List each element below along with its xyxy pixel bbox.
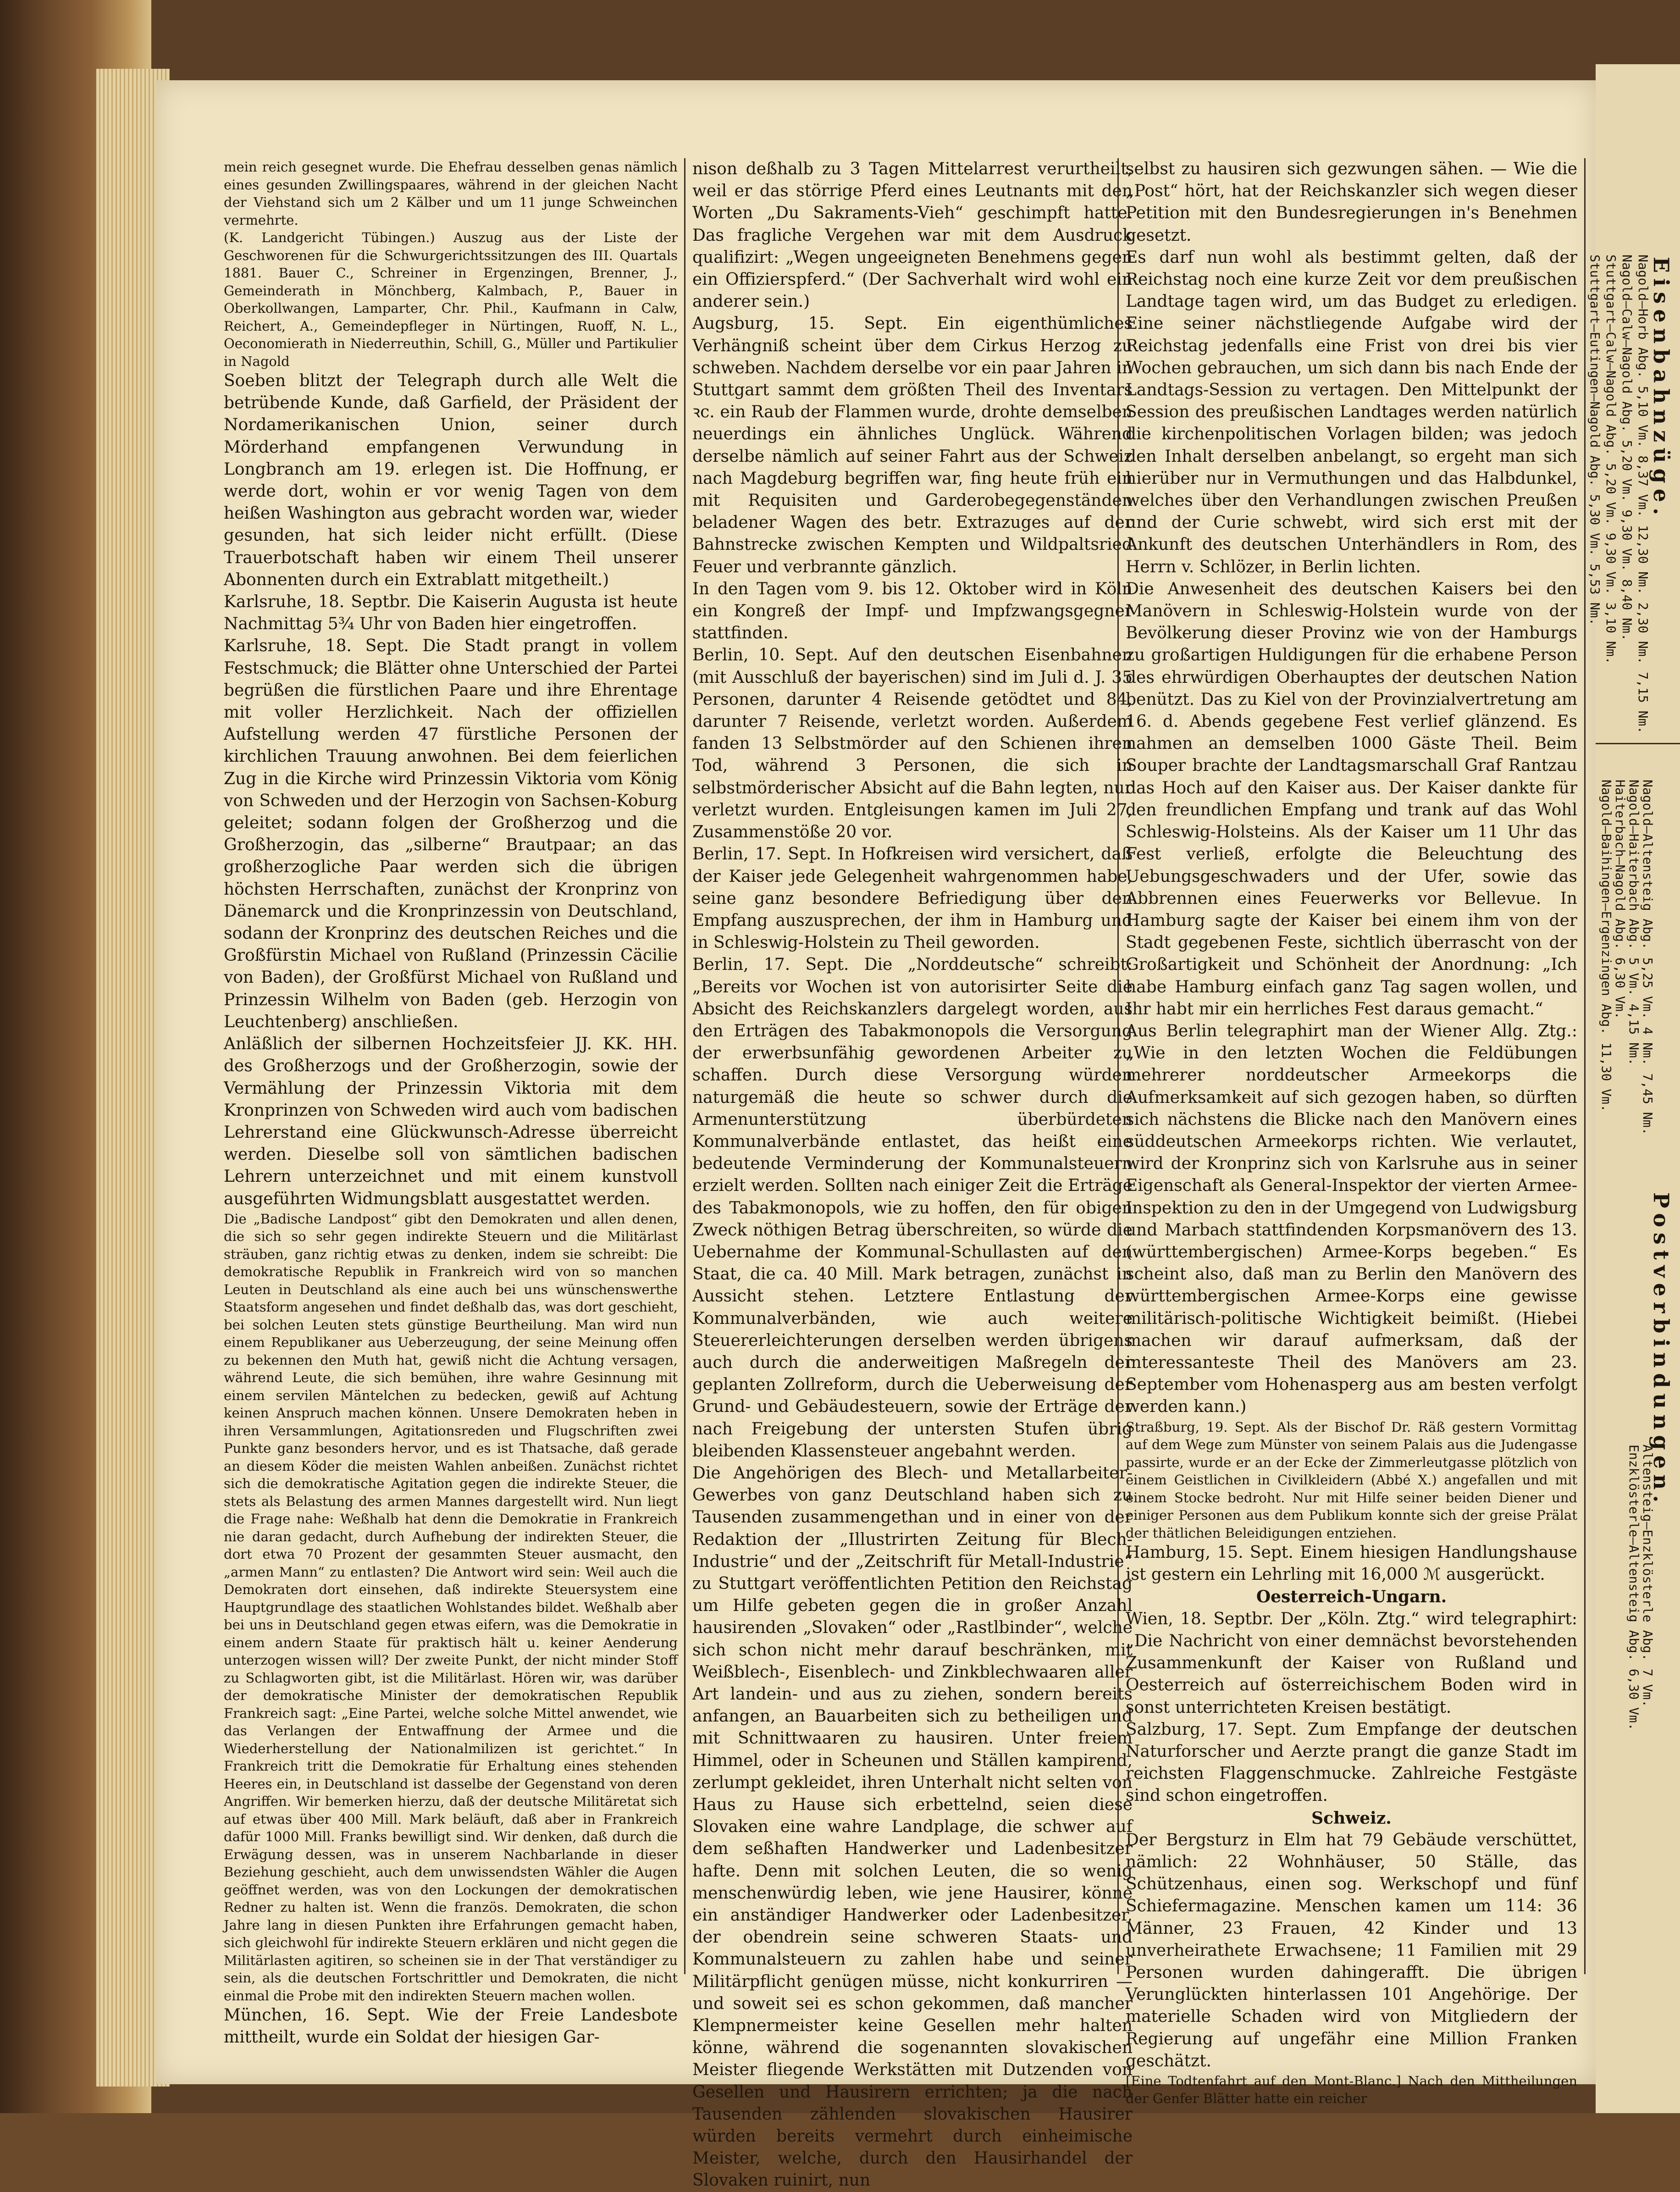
article-text: Soeben blitzt der Telegraph durch alle Welt die betrübende Kunde, daß Garfield, der Präsident der Nordamerikanischen Union, seiner durch Mörderhand empfangenen Verwundung in Longbranch am 19. erlegen ist. Die Hoffnung, er werde dort, wohin er vor wenig Tagen von dem heißen Washington aus gebracht worden war, wieder gesunden, hat sich leider nicht erfüllt. (Diese Trauerbotschaft haben wir einem Theil unserer Abonnenten durch ein Extrablatt mitgetheilt.) xyxy=(224,371,678,589)
article-text: Berlin, 17. Sept. In Hofkreisen wird versichert, daß der Kaiser jede Gelegenheit wahrgenommen habe, seine ganz besondere Befriedigung über den Empfang auszusprechen, der ihm in Hamburg und in Schleswig-Holstein zu Theil geworden. xyxy=(692,845,1133,952)
article-text: mein reich gesegnet wurde. Die Ehefrau desselben genas nämlich eines gesunden Zwillingspaares, während in der gleichen Nacht der Viehstand sich um 2 Kälber und um 11 junge Schweinchen vermehrte. xyxy=(224,159,678,228)
article-text: Die Anwesenheit des deutschen Kaisers bei den Manövern in Schleswig-Holstein wurde von der Bevölkerung dieser Provinz wie von der Hamburgs zu großartigen Huldigungen für die erhabene Person des ehrwürdigen Oberhauptes der deutschen Nation benützt. Das zu Kiel von der Provinzialvertretung am 16. d. Abends gegebene Fest verlief glänzend. Es nahmen an demselben 1000 Gäste Theil. Beim Souper brachte der Landtagsmarschall Graf Rantzau das Hoch auf den Kaiser aus. Der Kaiser dankte für den freundlichen Empfang und trank auf das Wohl Schleswig-Holsteins. Als der Kaiser um 11 Uhr das Fest verließ, erfolgte die Beleuchtung des Uebungsgeschwaders und der Ufer, sowie das Abbrennen eines Feuerwerks vor Bellevue. In Hamburg sagte der Kaiser bei einem ihm von der Stadt gegebenen Feste, sichtlich überrascht von der Großartigkeit und Schönheit der Anordnung: „Ich habe Hamburg einfach ganz Tag sagen wollen, und Ihr habt mir ein herrliches Fest daraus gemacht.“ xyxy=(1126,579,1577,1019)
article-text: Berlin, 10. Sept. Auf den deutschen Eisenbahnen (mit Ausschluß der bayerischen) sind im Juli d. J. 35 Personen, darunter 4 Reisende getödtet und 84, darunter 7 Reisende, verletzt worden. Außerdem fanden 13 Selbstmörder auf den Schienen ihren Tod, während 3 Personen, die sich in selbstmörderischer Absicht auf die Bahn legten, nur verletzt wurden. Entgleisungen kamen im Juli 27, Zusammenstöße 20 vor. xyxy=(692,646,1133,842)
column-3 xyxy=(1126,158,1577,2108)
column-rule xyxy=(684,158,685,1974)
timetable-line: Altensteig—Enzklösterle Abg. 7 Vm. xyxy=(1640,1445,1655,1708)
timetable-line: Nagold—Horb Abg. 5,10 Vm. 8,37 Vm. 12,30 Nm. 2,30 Nm. 7,15 Nm. xyxy=(1636,255,1651,734)
article-text: Hamburg, 15. Sept. Einem hiesigen Handlungshause ist gestern ein Lehrling mit 16,000 ℳ ausgerückt. xyxy=(1126,1543,1577,1584)
sidebar-title-eisenbahn: Eisenbahnzüge. xyxy=(1649,257,1674,521)
timetable-line: Stuttgart—Calw—Nagold Abg. 5,20 Vm. 9,30 Vm. 3,10 Nm. xyxy=(1603,255,1619,664)
timetable-line: Nagold—Baihingen—Ergenzingen Abg. 11,30 Vm. xyxy=(1599,780,1614,1112)
sidebar-title-post: Postverbindungen. xyxy=(1649,1192,1674,1508)
article-text: Salzburg, 17. Sept. Zum Empfange der deutschen Naturforscher und Aerzte prangt die ganze Stadt im reichsten Flaggenschmucke. Zahlreiche Festgäste sind schon eingetroffen. xyxy=(1126,1720,1577,1805)
article-text: Berlin, 17. Sept. Die „Norddeutsche“ schreibt: „Bereits vor Wochen ist von autorisirter Seite die Absicht des Reichskanzlers dargelegt worden, aus den Erträgen des Tabakmonopols die Versorgung der erwerbsunfähig gewordenen Arbeiter zu schaffen. Durch diese Versorgung würden naturgemäß die heute so schwer durch die Armenunterstützung überbürdeten Kommunalverbände entlastet, das heißt eine bedeutende Verminderung der Kommunalsteuern erzielt werden. Sollten nach einiger Zeit die Erträge des Tabakmonopols, wie zu hoffen, den für obigen Zweck nöthigen Betrag überschreiten, so würde die Uebernahme der Kommunal-Schullasten auf den Staat, die ca. 40 Mill. Mark betragen, zunächst in Aussicht stehen. Letztere Entlastung der Kommunalverbänden, wie auch weitere Steuererleichterungen derselben werden übrigens auch durch die anderweitigen Maßregeln der geplanten Zollreform, durch die Ueberweisung der Grund- und Gebäudesteuern, sowie der Erträge der nach Freigebung der untersten Stufen übrig bleibenden Klassensteuer angebahnt werden. xyxy=(692,955,1133,1461)
article-text: Karlsruhe, 18. Septbr. Die Kaiserin Augusta ist heute Nachmittag 5¾ Uhr von Baden hier eingetroffen. xyxy=(224,592,678,634)
article-text: Straßburg, 19. Sept. Als der Bischof Dr. Räß gestern Vormittag auf dem Wege zum Münster von seinem Palais aus die Judengasse passirte, wurde er an der Ecke der Zimmerleutgasse plötzlich von einem Geistlichen in Civilkleidern (Abbé X.) angefallen und mit einem Stocke bedroht. Nur mit Hilfe seiner beiden Diener und einiger Personen aus dem Publikum konnte sich der greise Prälat der thätlichen Beleidigungen entziehen. xyxy=(1126,1419,1577,1541)
section-heading: Oesterreich-Ungarn. xyxy=(1256,1587,1447,1607)
article-text: Der Bergsturz in Elm hat 79 Gebäude verschüttet, nämlich: 22 Wohnhäuser, 50 Ställe, das Schützenhaus, einen sog. Werkschopf und fünf Schiefermagazine. Menschen kamen um 114: 36 Männer, 23 Frauen, 42 Kinder und 13 unverheirathete Erwachsene; 11 Familien mit 29 Personen wurden dahingerafft. Die übrigen Verunglückten hinterlassen 101 Angehörige. Der materielle Schaden wird von Mitgliedern der Regierung auf ungefähr eine Million Franken geschätzt. xyxy=(1126,1830,1577,2070)
article-text: Karlsruhe, 18. Sept. Die Stadt prangt in vollem Festschmuck; die Blätter ohne Unterschied der Partei begrüßen die fürstlichen Paare und ihre Ehrentage mit voller Herzlichkeit. Nach der offiziellen Aufstellung werden 47 fürstliche Personen der kirchlichen Trauung anwohnen. Bei dem feierlichen Zug in die Kirche wird Prinzessin Viktoria vom König von Schweden und der Herzogin von Sachsen-Koburg geleitet; sodann folgen der Großherzog und die Großherzogin, das „silberne“ Brautpaar; an das großherzogliche Paar werden sich die übrigen höchsten Herrschaften, zunächst der Kronprinz von Dänemarck und die Kronprinzessin von Deutschland, sodann der Kronprinz des deutschen Reiches und die Großfürstin Michael von Rußland (Prinzessin Cäcilie von Baden), der Großfürst Michael von Rußland und Prinzessin Wilhelm von Baden (geb. Herzogin von Leuchtenberg) anschließen. xyxy=(224,637,678,1031)
article-text: In den Tagen vom 9. bis 12. Oktober wird in Köln ein Kongreß der Impf- und Impfzwangsgegner stattfinden. xyxy=(692,579,1133,643)
article-text: [Eine Todtenfahrt auf den Mont-Blanc.] Nach den Mittheilungen der Genfer Blätter hatte ein reicher xyxy=(1126,2073,1577,2107)
article-text: Anläßlich der silbernen Hochzeitsfeier JJ. KK. HH. des Großherzogs und der Großherzogin, sowie der Vermählung der Prinzessin Viktoria mit dem Kronprinzen von Schweden wird auch vom badischen Lehrerstand eine Glückwunsch-Adresse überreicht werden. Dieselbe soll von sämtlichen badischen Lehrern unterzeichnet und mit einem kunstvoll ausgeführten Widmungsblatt ausgestattet werden. xyxy=(224,1035,678,1208)
article-text: Die Angehörigen des Blech- und Metallarbeiter-Gewerbes von ganz Deutschland haben sich zu Tausenden zusammengethan und in einer von der Redaktion der „Illustrirten Zeitung für Blech-Industrie“ und der „Zeitschrift für Metall-Industrie“ zu Stuttgart veröffentlichten Petition den Reichstag um Hilfe gebeten gegen die in großer Anzahl hausirenden „Slovaken“ oder „Rastlbinder“, welche sich schon nicht mehr darauf beschränken, mit Weißblech-, Eisenblech- und Zinkblechwaaren aller Art landein- und aus zu ziehen, sondern bereits anfangen, an Bauarbeiten sich zu betheiligen und mit Schnittwaaren zu hausiren. Unter freiem Himmel, oder in Scheunen und Ställen kampirend, zerlumpt gekleidet, ihren Unterhalt nicht selten von Haus zu Hause sich erbettelnd, seien diese Slovaken eine wahre Landplage, die schwer auf dem seßhaften Handwerker und Ladenbesitzer hafte. Denn mit solchen Leuten, die so wenig menschenwürdig leben, wie jene Hausirer, könne ein anständiger Handwerker oder Ladenbesitzer, der obendrein seine schweren Staats- und Kommunalsteuern zu zahlen habe und seiner Militärpflicht genügen müsse, nicht konkurriren — und soweit sei es schon gekommen, daß mancher Klempnermeister keine Gesellen mehr halten könne, während die sogenannten slovakischen Meister fliegende Werkstätten mit Dutzenden von Gesellen und Hausirern errichten; ja die nach Tausenden zählenden slovakischen Hausirer würden bereits vermehrt durch einheimische Meister, welche, durch den Hausirhandel der Slovaken ruinirt, nun xyxy=(692,1463,1133,2190)
article-text: (K. Landgericht Tübingen.) Auszug aus der Liste der Geschworenen für die Schwurgerichtssitzungen des III. Quartals 1881. Bauer C., Schreiner in Ergenzingen, Brenner, J., Gemeinderath in Mönchberg, Kalmbach, P., Bauer in Oberkollwangen, Lamparter, Chr. Phil., Kaufmann in Calw, Reichert, A., Gemeindepfleger in Nürtingen, Ruoff, N. L., Oeconomierath in Niederreuthin, Schill, G., Müller und Partikulier in Nagold xyxy=(224,230,678,369)
column-rule xyxy=(1584,158,1586,1974)
timetable-line: Stuttgart—Eutingen—Nagold Abg. 5,30 Vm. 5,53 Nm. xyxy=(1587,255,1603,626)
article-text: Augsburg, 15. Sept. Ein eigenthümliches Verhängniß scheint über dem Cirkus Herzog zu schweben. Nachdem derselbe vor ein paar Jahren in Stuttgart sammt dem größten Theil des Inventars ꝛc. ein Raub der Flammen wurde, drohte demselben neuerdings ein ähnliches Unglück. Während derselbe nämlich auf seiner Fahrt aus der Schweiz nach Magdeburg begriffen war, fing heute früh ein mit Requisiten und Garderobegegenständen beladener Wagen des betr. Extrazuges auf der Bahnstrecke zwischen Kempten und Wildpaltsried Feuer und verbrannte gänzlich. xyxy=(692,314,1133,576)
article-text: nison deßhalb zu 3 Tagen Mittelarrest verurtheilt, weil er das störrige Pferd eines Leutnants mit den Worten „Du Sakraments-Vieh“ geschimpft hatte. Das fragliche Vergehen war mit dem Ausdruck qualifizirt: „Wegen ungeeigneten Benehmens gegen ein Offizierspferd.“ (Der Sachverhalt wird wohl ein anderer sein.) xyxy=(692,160,1133,311)
timetable-line: Haiterbach—Nagold Abg. 6,30 Vm. xyxy=(1613,780,1628,1019)
timetable-line: Enzklösterle—Altensteig Abg. 6,30 Vm. xyxy=(1626,1445,1641,1731)
article-text: Aus Berlin telegraphirt man der Wiener Allg. Ztg.: „Wie in den letzten Wochen die Feldübungen mehrerer norddeutscher Armeekorps die Aufmerksamkeit auf sich gezogen haben, so dürften sich nächstens die Blicke nach den Manövern eines süddeutschen Armeekorps richten. Wie verlautet, wird der Kronprinz sich von Karlsruhe aus in seiner Eigenschaft als General-Inspektor der vierten Armee-Inspektion zu den in der Umgegend von Ludwigsburg und Marbach stattfindenden Korpsmanövern des 13. (württembergischen) Armee-Korps begeben.“ Es scheint also, daß man zu Berlin den Manövern des württembergischen Armee-Korps eine gewisse militärisch-politische Wichtigkeit beimißt. (Hiebei machen wir darauf aufmerksam, daß der interessanteste Theil des Manövers am 23. September vom Hohenasperg aus am besten verfolgt werden kann.) xyxy=(1126,1021,1577,1417)
article-text: Wien, 18. Septbr. Der „Köln. Ztg.“ wird telegraphirt: „Die Nachricht von einer demnächst bevorstehenden Zusammenkunft der Kaiser von Rußland und Oesterreich auf österreichischem Boden wird in sonst unterrichteten Kreisen bestätigt. xyxy=(1126,1609,1577,1717)
timetable-line: Nagold—Haiterbach Abg. 5 Vm. 4,15 Nm. xyxy=(1626,780,1641,1066)
article-text: Die „Badische Landpost“ gibt den Demokraten und allen denen, die sich so sehr gegen indirekte Steuern und die Militärlast sträuben, ganz richtig etwas zu denken, indem sie schreibt: Die demokratische Republik in Frankreich wird von so manchen Leuten in Deutschland als eine auch bei uns wünschenswerthe Staatsform angesehen und findet deßhalb das, was dort geschieht, bei solchen Leuten stets günstige Beurtheilung. Man wird nun einem Republikaner aus Ueberzeugung, der seine Meinung offen zu bekennen den Muth hat, gewiß nicht die Achtung versagen, während Leute, die sich bemühen, ihre wahre Gesinnung mit einem servilen Mäntelchen zu bedecken, gewiß auf Achtung keinen Anspruch machen können. Unsere Demokraten heben in ihren Versammlungen, Agitationsreden und Flugschriften zwei Punkte ganz besonders hervor, und es ist Thatsache, daß gerade an diesem Köder die meisten Wahlen anbeißen. Zunächst richtet sich die demokratische Agitation gegen die indirekte Steuer, die stets als Belastung des armen Mannes dargestellt wird. Nun liegt die Frage nahe: Weßhalb hat denn die Demokratie in Frankreich nie daran gedacht, durch Aufhebung der indirekten Steuer, die dort etwa 70 Prozent der gesammten Steuer ausmacht, den „armen Mann“ zu entlasten? Die Antwort wird sein: Weil auch die Demokraten dort einsehen, daß indirekte Steuersystem eine Hauptgrundlage des staatlichen Wohlstandes bildet. Weßhalb aber bei uns in Deutschland gegen etwas eifern, was die Demokratie in einem andern Staate für praktisch hält u. keiner Aenderung unterzogen wissen will? Der zweite Punkt, der nicht minder Stoff zu Schlagworten gibt, ist die Militärlast. Hören wir, was darüber der demokratische Minister der demokratischen Republik Frankreich sagt: „Eine Partei, welche solche Mittel anwendet, wie das Verlangen der Entwaffnung der Armee und die Wiederherstellung der Nationalmilizen ist gerichtet.“ In Frankreich tritt die Demokratie für Erhaltung eines stehenden Heeres ein, in Deutschland ist dasselbe der Gegenstand von deren Angriffen. Wir bemerken hierzu, daß der deutsche Militäretat sich auf etwas über 400 Mill. Mark beläuft, daß aber in Frankreich dafür 1000 Mill. Franks bewilligt sind. Wir denken, daß durch die Erwägung dessen, was in unserem Nachbarlande in dieser Beziehung geschieht, auch dem unwissendsten Wähler die Augen geöffnet werden, was von den Lockungen der demokratischen Redner zu halten ist. Wenn die französ. Demokraten, die schon Jahre lang in diesen Punkten ihre Erfahrungen gemacht haben, sich gleichwohl für indirekte Steuern erklären und nicht gegen die Militärlasten agitiren, so scheinen sie in der That verständiger zu sein, als die deutschen Fortschrittler und Demokraten, die nicht einmal die Probe mit den indirekten Steuern machen wollen. xyxy=(224,1211,678,2004)
column-1 xyxy=(224,158,678,2049)
section-heading: Schweiz. xyxy=(1311,1808,1392,1828)
sidebar-divider xyxy=(1596,743,1680,744)
timetable-line: Nagold—Altensteig Abg. 5,25 Vm. 4 Nm. 7,45 Nm. xyxy=(1640,780,1655,1135)
column-2 xyxy=(692,158,1133,2192)
timetable-line: Nagold—Calw—Nagold Abg. 5,20 Vm. 9,30 Vm. 8,40 Nm. xyxy=(1619,255,1635,641)
article-text: Es darf nun wohl als bestimmt gelten, daß der Reichstag noch eine kurze Zeit vor dem preußischen Landtage tagen wird, um das Budget zu erledigen. Eine seiner nächstliegende Aufgabe wird der Reichstag jedenfalls eine Frist von drei bis vier Wochen gebrauchen, um sich dann bis nach Ende der Landtags-Session zu vertagen. Den Mittelpunkt der Session des preußischen Landtages werden natürlich die kirchenpolitischen Vorlagen bilden; was jedoch den Inhalt derselben anbelangt, so ergeht man sich hierüber nur in Vermuthungen und das Halbdunkel, welches über den Verhandlungen zwischen Preußen und der Curie schwebt, wird sich erst mit der Ankunft des deutschen Unterhändlers in Rom, des Herrn v. Schlözer, in Berlin lichten. xyxy=(1126,248,1577,576)
article-text: München, 16. Sept. Wie der Freie Landesbote mittheilt, wurde ein Soldat der hiesigen Gar- xyxy=(224,2006,678,2047)
article-text: selbst zu hausiren sich gezwungen sähen. — Wie die „Post“ hört, hat der Reichskanzler sich wegen dieser Petition mit den Bundesregierungen in's Benehmen gesetzt. xyxy=(1126,160,1577,245)
